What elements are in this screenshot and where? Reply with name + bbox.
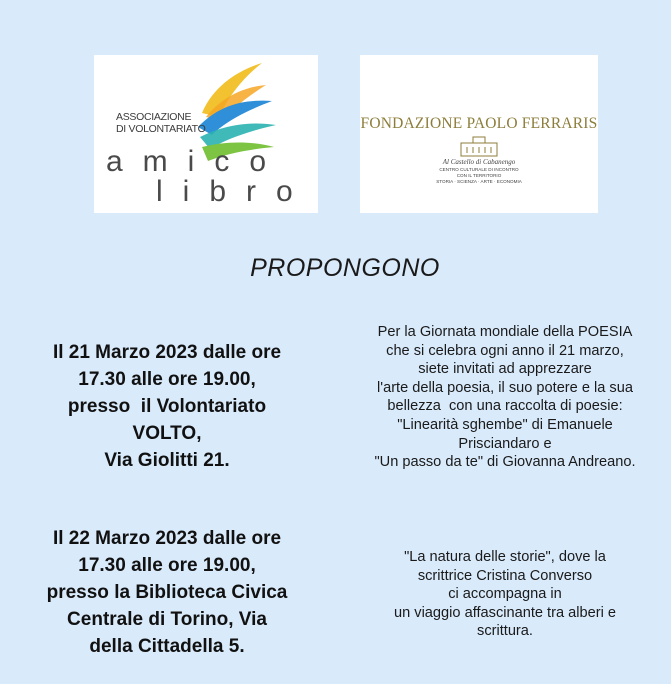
tagline-line-2: CON IL TERRITORIO (456, 173, 502, 178)
tagline-line-3: STORIA · SCIENZA · ARTE · ECONOMIA (436, 179, 522, 184)
event-1-desc-line: "Un passo da te" di Giovanna Andreano. (374, 454, 636, 471)
page-heading: PROPONGONO (250, 254, 440, 282)
event-1-desc-line: l'arte della poesia, il suo potere e la sua (377, 379, 633, 396)
event-1-desc-line: Prisciandaro e (458, 435, 552, 452)
fondazione-title: FONDAZIONE PAOLO FERRARIS (360, 115, 598, 132)
event-2-line: della Cittadella 5. (89, 636, 245, 657)
event-1-desc-line: Per la Giornata mondiale della POESIA (377, 324, 633, 340)
event-2-desc-line: "La natura delle storie", dove la (404, 549, 606, 565)
event-1-desc-line: bellezza con una raccolta di poesie: (387, 398, 623, 415)
event-2-desc-line: ci accompagna in (448, 586, 562, 603)
event-2-line: 17.30 alle ore 19.00, (78, 555, 256, 576)
event-1-description (340, 323, 670, 472)
event-1-desc-line: siete invitati ad apprezzare (418, 361, 592, 378)
assoc-line-1: ASSOCIAZIONE (116, 111, 192, 123)
brand-libro: libro (156, 175, 313, 208)
event-1-line: presso il Volontariato (67, 396, 267, 417)
event-2-desc-line: un viaggio affascinante tra alberi e (393, 604, 617, 621)
event-1-line: VOLTO, (132, 423, 202, 444)
event-1-line: Via Giolitti 21. (104, 450, 230, 471)
brand-amico: amico (106, 145, 287, 178)
amico-libro-logo (94, 55, 318, 213)
association-label (116, 111, 205, 135)
fondazione-tagline (360, 167, 598, 185)
tagline-line-1: CENTRO CULTURALE DI INCONTRO (439, 167, 519, 172)
assoc-line-2: DI VOLONTARIATO (116, 123, 206, 135)
event-1-desc-line: che si celebra ogni anno il 21 marzo, (386, 342, 624, 359)
event-2-line: presso la Biblioteca Civica (46, 582, 288, 603)
event-1-line: 17.30 alle ore 19.00, (78, 369, 256, 390)
event-2-line: Centrale di Torino, Via (67, 609, 267, 630)
event-2-line: Il 22 Marzo 2023 dalle ore (52, 528, 282, 549)
event-1-line: Il 21 Marzo 2023 dalle ore (52, 342, 282, 363)
fondazione-ferraris-logo (360, 55, 598, 213)
event-2-desc-line: scrittrice Cristina Converso (417, 567, 593, 584)
event-1-desc-line: "Linearità sghembe" di Emanuele (397, 416, 613, 433)
event-2-description (340, 548, 670, 641)
fondazione-subtitle: Al Castello di Cabanengo (442, 158, 516, 166)
castle-icon (459, 135, 499, 157)
event-1-details (24, 339, 310, 474)
event-2-desc-line: scrittura. (477, 623, 533, 640)
event-2-details (24, 525, 310, 660)
